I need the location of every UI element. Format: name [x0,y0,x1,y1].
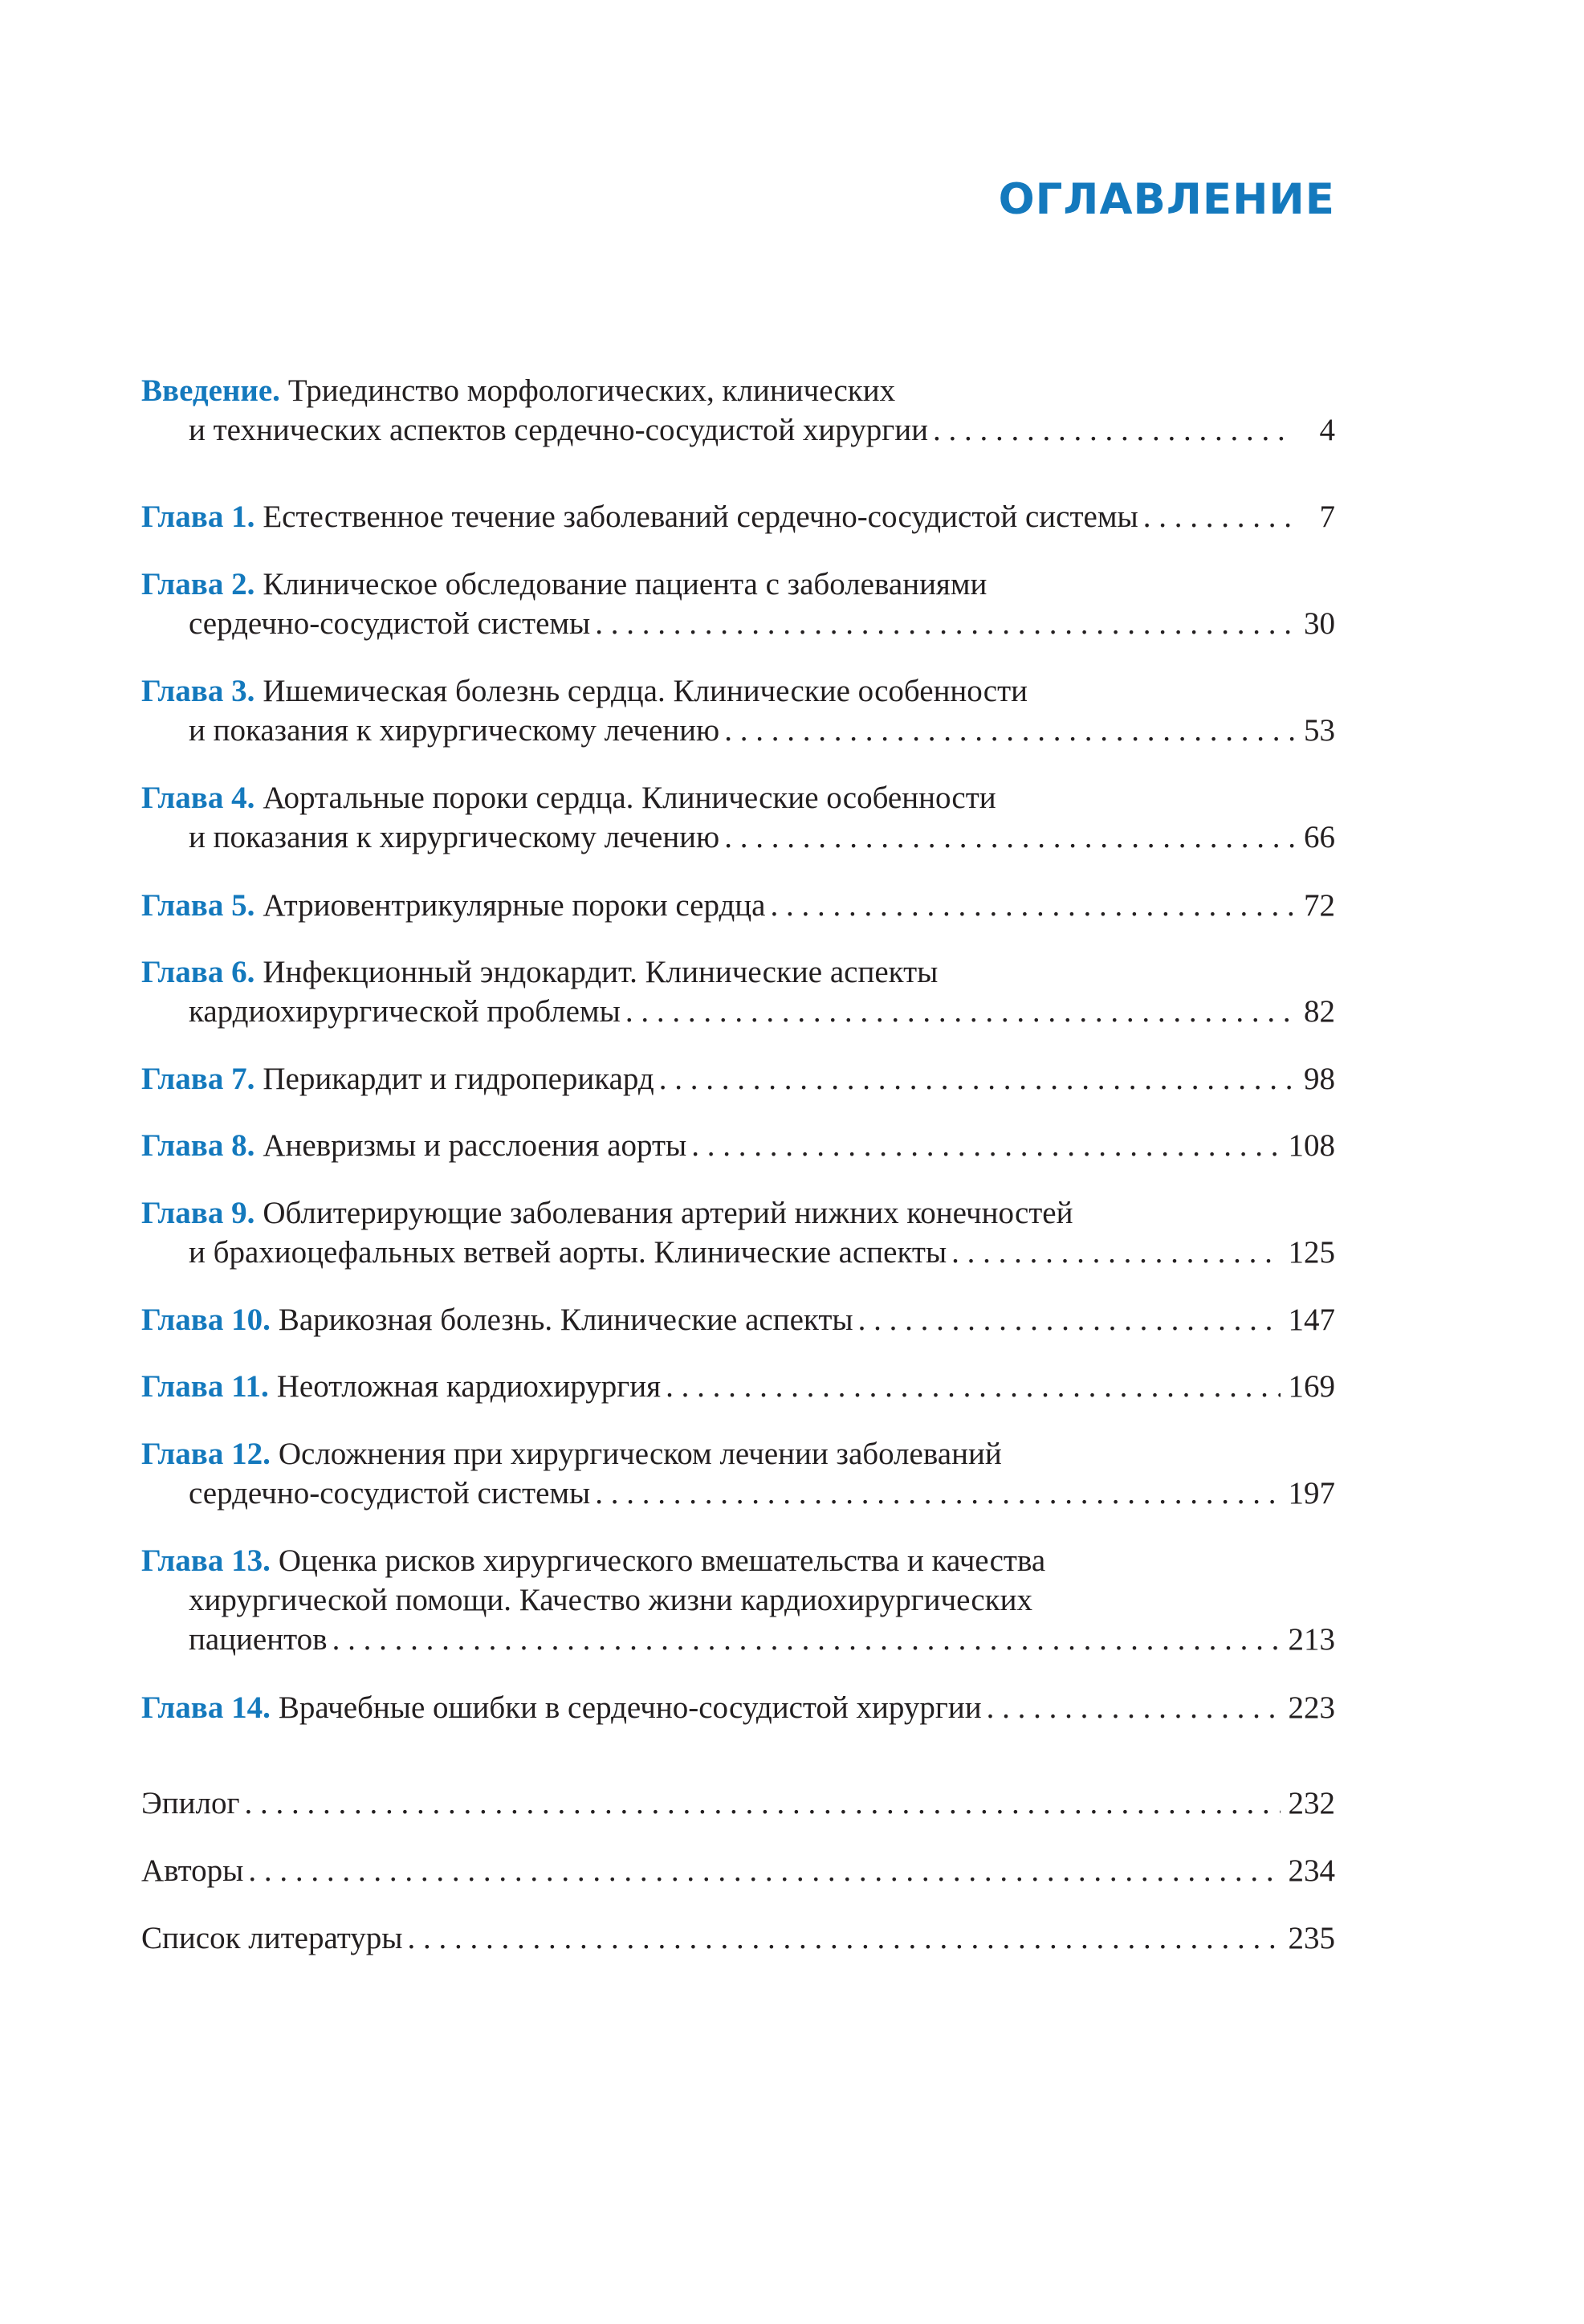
entry-title: Ишемическая болезнь сердца. Клинические особенности [263,674,1028,708]
chapter-label: Глава 8. [141,1128,255,1163]
chapter-label: Глава 2. [141,567,255,601]
entry-title: хирургической помощи. Качество жизни кардиохирургических [189,1583,1032,1617]
page-number: 30 [1304,606,1335,641]
chapter-label: Глава 7. [141,1062,255,1096]
entry-title: Клиническое обследование пациента с заболеваниями [263,567,987,601]
toc-entry-line [141,1784,1335,1823]
page-number: 98 [1304,1062,1335,1096]
dot-leader [1143,497,1295,536]
toc-entry[interactable] [141,1193,1335,1272]
page-title: ОГЛАВЛЕНИЕ [998,175,1335,224]
dot-leader [987,1688,1281,1727]
page-number: 213 [1288,1622,1335,1657]
toc-entry-line [141,1233,1335,1272]
toc-entry-line [141,886,1335,925]
chapter-label: Глава 6. [141,955,255,989]
entry-title: кардиохирургической проблемы [189,994,621,1029]
dot-leader [724,711,1295,750]
toc-entry[interactable] [141,1918,1335,1958]
entry-title: сердечно-сосудистой системы [189,1476,591,1511]
entry-title: Аневризмы и расслоения аорты [263,1128,687,1163]
page-number: 223 [1288,1690,1335,1725]
toc-entry[interactable] [141,778,1335,857]
chapter-label: Глава 5. [141,888,255,923]
toc-entry[interactable] [141,371,1335,450]
entry-title: Эпилог [141,1786,240,1820]
page-number: 66 [1304,820,1335,854]
chapter-label: Глава 1. [141,499,255,534]
entry-title: Естественное течение заболеваний сердечно-сосудистой системы [263,499,1138,534]
toc-entry-line [141,1688,1335,1727]
entry-title: и показания к хирургическому лечению [189,713,720,748]
entry-title: и технических аспектов сердечно-сосудистой хирургии [189,413,929,447]
toc-entry[interactable] [141,565,1335,643]
entry-title: и брахиоцефальных ветвей аорты. Клинические аспекты [189,1235,947,1270]
entry-title: и показания к хирургическому лечению [189,820,720,854]
page-number: 234 [1288,1853,1335,1888]
toc-entry[interactable] [141,1059,1335,1099]
toc-entry[interactable] [141,1434,1335,1513]
page-number: 235 [1288,1921,1335,1955]
chapter-label: Глава 4. [141,781,255,815]
toc-entry-line [141,1474,1335,1513]
toc-entry[interactable] [141,886,1335,925]
dot-leader [625,992,1295,1031]
dot-leader [666,1367,1280,1406]
toc-entry-line [141,1300,1335,1339]
toc-entry-line [141,952,1335,992]
toc-entry-line [141,371,1335,410]
chapter-label: Введение. [141,373,280,408]
dot-leader [332,1620,1281,1659]
page-number: 147 [1288,1303,1335,1337]
chapter-label: Глава 12. [141,1437,271,1471]
toc-entry[interactable] [141,497,1335,536]
toc-entry[interactable] [141,1688,1335,1727]
page-number: 72 [1304,888,1335,923]
toc-entry[interactable] [141,1367,1335,1406]
chapter-label: Глава 14. [141,1690,271,1725]
entry-title: Варикозная болезнь. Клинические аспекты [278,1303,853,1337]
entry-title: Оценка рисков хирургического вмешательства и качества [278,1543,1046,1578]
toc-entry[interactable] [141,671,1335,750]
toc-entry-line [141,1434,1335,1474]
page-number: 53 [1304,713,1335,748]
page-number: 4 [1319,413,1335,447]
toc-entry-line [141,1193,1335,1233]
toc-entry-line [141,1918,1335,1958]
toc-entry-line [141,711,1335,750]
chapter-label: Глава 11. [141,1369,269,1404]
entry-title: Инфекционный эндокардит. Клинические аспекты [263,955,939,989]
toc-entry-line [141,604,1335,643]
dot-leader [724,817,1295,857]
toc-entry-line [141,497,1335,536]
entry-title: Авторы [141,1853,244,1888]
entry-title: Триединство морфологических, клинических [287,373,896,408]
toc-entry[interactable] [141,952,1335,1031]
entry-title: Атриовентрикулярные пороки сердца [263,888,766,923]
toc-entry[interactable] [141,1126,1335,1165]
entry-title: Облитерирующие заболевания артерий нижних конечностей [263,1196,1073,1230]
entry-title: Список литературы [141,1921,403,1955]
toc-entry-line [141,1059,1335,1099]
toc-entry[interactable] [141,1784,1335,1823]
entry-title: Перикардит и гидроперикард [263,1062,654,1096]
page-number: 197 [1288,1476,1335,1511]
dot-leader [951,1233,1280,1272]
chapter-label: Глава 9. [141,1196,255,1230]
toc-entry-line [141,565,1335,604]
toc-entry-line [141,1620,1335,1659]
entry-title: Неотложная кардиохирургия [276,1369,662,1404]
entry-title: сердечно-сосудистой системы [189,606,591,641]
dot-leader [691,1126,1280,1165]
toc-entry-line [141,1851,1335,1890]
toc-entry[interactable] [141,1851,1335,1890]
page-number: 232 [1288,1786,1335,1820]
dot-leader [407,1918,1280,1958]
page-number: 125 [1288,1235,1335,1270]
toc-entry-line [141,1367,1335,1406]
dot-leader [248,1851,1280,1890]
toc-entry-line [141,1541,1335,1580]
toc-entry-line [141,1126,1335,1165]
chapter-label: Глава 3. [141,674,255,708]
dot-leader [595,1474,1280,1513]
toc-entry-line [141,992,1335,1031]
page-number: 82 [1304,994,1335,1029]
chapter-label: Глава 13. [141,1543,271,1578]
toc-entry-line [141,671,1335,711]
dot-leader [771,886,1296,925]
toc-entry-line [141,410,1335,450]
toc-entry[interactable] [141,1541,1335,1659]
page-number: 7 [1319,499,1335,534]
entry-title: Врачебные ошибки в сердечно-сосудистой хирургии [278,1690,982,1725]
page-number: 108 [1288,1128,1335,1163]
chapter-label: Глава 10. [141,1303,271,1337]
page-number: 169 [1288,1369,1335,1404]
toc-entry-line [141,778,1335,817]
dot-leader [933,410,1295,450]
toc-entry-line [141,1580,1335,1620]
entry-title: пациентов [189,1622,328,1657]
dot-leader [595,604,1295,643]
dot-leader [659,1059,1295,1099]
toc-entry-line [141,817,1335,857]
dot-leader [858,1300,1281,1339]
dot-leader [244,1784,1280,1823]
toc-entry[interactable] [141,1300,1335,1339]
entry-title: Осложнения при хирургическом лечении заболеваний [278,1437,1002,1471]
entry-title: Аортальные пороки сердца. Клинические особенности [263,781,996,815]
